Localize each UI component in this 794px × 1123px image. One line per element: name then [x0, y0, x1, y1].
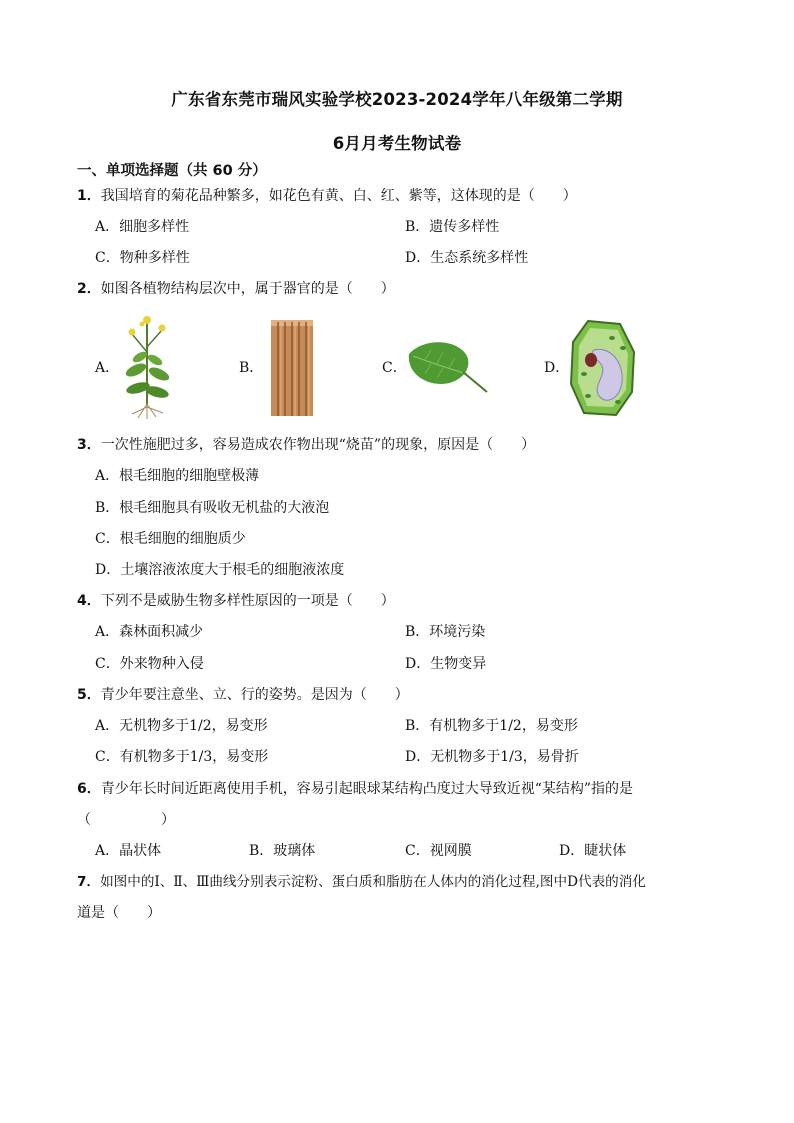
q5-option-a: A．无机物多于1/2，易变形 [95, 718, 268, 734]
question-4 [77, 591, 395, 611]
question-number: 7． [77, 874, 101, 890]
section-heading: 一、单项选择题（共 60 分） [77, 163, 267, 179]
q2-option-a-label: A． [95, 360, 120, 376]
q1-option-d: D．生态系统多样性 [405, 250, 529, 266]
question-text: 如图中的Ⅰ、Ⅱ、Ⅲ曲线分别表示淀粉、蛋白质和脂肪在人体内的消化过程,图中D代表的消化 [100, 874, 646, 890]
question-number: 6． [77, 781, 101, 797]
q2-option-b-label: B． [239, 360, 264, 376]
q1-option-c: C．物种多样性 [95, 250, 190, 266]
question-number: 3． [77, 437, 101, 453]
plant-cell-image [568, 318, 638, 418]
q3-option-d: D．土壤溶液浓度大于根毛的细胞液浓度 [95, 562, 345, 578]
q6-option-d: D．睫状体 [559, 843, 627, 859]
q6-option-c: C．视网膜 [405, 843, 472, 859]
question-6-answer-blank: （ ） [77, 812, 175, 828]
question-1 [77, 186, 577, 206]
question-number: 2． [77, 281, 101, 297]
question-3 [77, 435, 535, 455]
question-text: 青少年长时间近距离使用手机，容易引起眼球某结构凸度过大导致近视“某结构”指的是 [100, 781, 634, 797]
whole-plant-image [118, 312, 176, 420]
q2-option-c-label: C． [382, 360, 407, 376]
q4-option-c: C．外来物种入侵 [95, 656, 204, 672]
question-5 [77, 685, 409, 705]
q4-option-b: B．环境污染 [405, 624, 486, 640]
tissue-bundle-image [268, 318, 316, 418]
question-text: 一次性施肥过多，容易造成农作物出现“烧苗”的现象，原因是（ ） [100, 437, 536, 453]
q1-option-a: A．细胞多样性 [95, 219, 190, 235]
question-text: 如图各植物结构层次中，属于器官的是（ ） [100, 281, 395, 297]
leaf-image [405, 336, 489, 394]
exam-title-line2: 6月月考生物试卷 [332, 134, 462, 153]
q6-option-b: B．玻璃体 [249, 843, 316, 859]
q4-option-a: A．森林面积减少 [95, 624, 204, 640]
q1-option-b: B．遗传多样性 [405, 219, 500, 235]
q5-option-d: D．无机物多于1/3，易骨折 [405, 749, 579, 765]
q4-option-d: D．生物变异 [405, 656, 487, 672]
q3-option-c: C．根毛细胞的细胞质少 [95, 531, 246, 547]
question-7-continuation: 道是（ ） [77, 905, 161, 921]
exam-title-line1: 广东省东莞市瑞风实验学校2023-2024学年八年级第二学期 [171, 90, 623, 109]
q2-option-d-label: D． [544, 360, 570, 376]
question-7 [77, 872, 646, 892]
question-text: 我国培育的菊花品种繁多，如花色有黄、白、红、紫等，这体现的是（ ） [100, 188, 577, 204]
q5-option-b: B．有机物多于1/2，易变形 [405, 718, 578, 734]
question-6 [77, 779, 633, 799]
q6-option-a: A．晶状体 [95, 843, 162, 859]
question-2 [77, 279, 395, 299]
question-text: 青少年要注意坐、立、行的姿势。是因为（ ） [100, 687, 409, 703]
q3-option-a: A．根毛细胞的细胞壁极薄 [95, 468, 260, 484]
question-text: 下列不是威胁生物多样性原因的一项是（ ） [100, 593, 395, 609]
question-number: 1． [77, 188, 101, 204]
q3-option-b: B．根毛细胞具有吸收无机盐的大液泡 [95, 500, 330, 516]
question-number: 4． [77, 593, 101, 609]
q5-option-c: C．有机物多于1/3，易变形 [95, 749, 269, 765]
question-number: 5． [77, 687, 101, 703]
